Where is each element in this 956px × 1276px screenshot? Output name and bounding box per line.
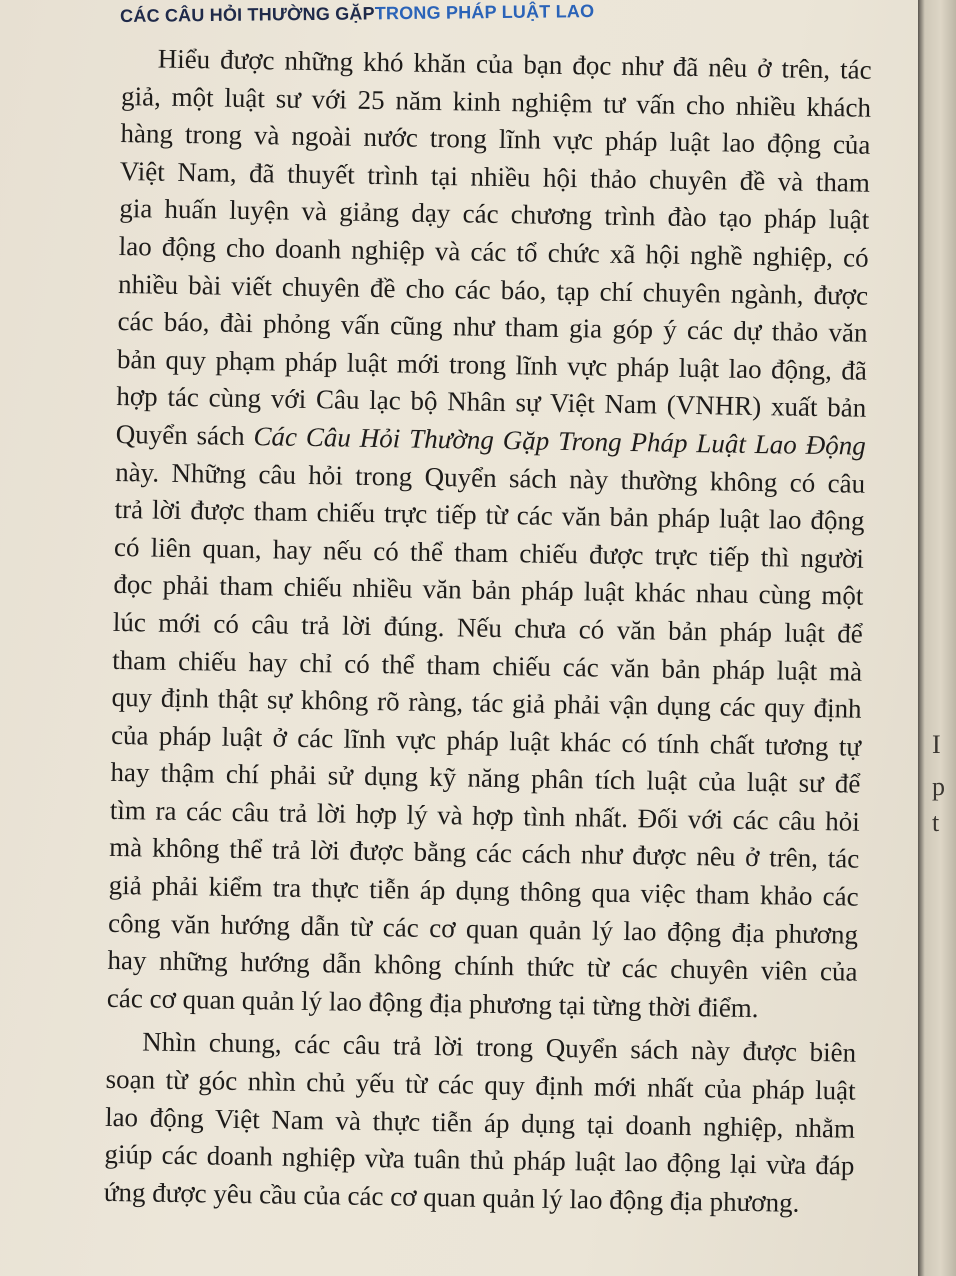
- text-line: giúp các doanh nghiệp vừa tuân thủ pháp luật lao động lại vừa đáp: [104, 1139, 855, 1181]
- text-line: hay thậm chí phải sử dụng kỹ năng phân tích luật của luật sư để: [110, 757, 861, 799]
- book-title: Các Câu Hỏi Thường Gặp Trong Pháp Luật Lao Động: [253, 421, 866, 461]
- text-line: lao động cho doanh nghiệp và các tổ chức xã hội nghề nghiệp, có: [118, 230, 869, 273]
- text-line: quy định thật sự không rõ ràng, tác giả phải vận dụng các quy định: [111, 682, 862, 724]
- next-page-edge: [918, 0, 956, 1276]
- text-line: này. Những câu hỏi trong Quyển sách này thường không có câu: [114, 456, 866, 499]
- text-line: tham chiếu hay chỉ có thể tham chiếu các văn bản pháp luật mà: [112, 644, 863, 687]
- text-line: có liên quan, hay nếu có thể tham chiếu được trực tiếp thì người: [113, 531, 865, 574]
- text-line: gia huấn luyện và giảng dạy các chương trình đào tạo pháp luật: [119, 193, 870, 236]
- text-line: trả lời được tham chiếu trực tiếp từ các văn bản pháp luật lao động: [114, 494, 865, 536]
- text-line: ứng được yêu cầu của các cơ quan quản lý lao động địa phương.: [103, 1176, 800, 1218]
- edge-glyph: p: [932, 772, 945, 801]
- header-part-2: TRONG PHÁP LUẬT LAO: [374, 1, 595, 24]
- body-text: [104, 40, 872, 1223]
- edge-glyph: t: [932, 808, 940, 837]
- text-line: tìm ra các câu trả lời hợp lý và hợp tình nhất. Đối với các câu hỏi: [109, 794, 861, 837]
- text-line: mà không thể trả lời được bằng các cách như được nêu ở trên, tác: [109, 832, 860, 875]
- text-line: lúc mới có câu trả lời đúng. Nếu chưa có văn bản pháp luật để: [112, 606, 864, 649]
- edge-glyph: I: [932, 730, 941, 759]
- text-line: giả, một luật sư với 25 năm kinh nghiệm tư vấn cho nhiều khách: [120, 80, 872, 123]
- text-line: lao động Việt Nam và thực tiễn áp dụng tại doanh nghiệp, nhằm: [104, 1101, 856, 1144]
- paragraph-2: [104, 1023, 857, 1223]
- text-line: hàng trong và ngoài nước trong lĩnh vực pháp luật lao động của: [120, 118, 871, 160]
- header-part-1: CÁC CÂU HỎI THƯỜNG GẶP: [120, 3, 375, 26]
- running-header: [120, 1, 594, 27]
- text-line: Việt Nam, đã thuyết trình tại nhiều hội thảo chuyên đề và tham: [119, 155, 871, 198]
- text-line: bản quy phạm pháp luật mới trong lĩnh vực pháp luật lao động, đã: [116, 343, 868, 386]
- text-line: giả phải kiểm tra thực tiễn áp dụng thông qua việc tham khảo các: [108, 869, 859, 912]
- text-line: hợp tác cùng với Câu lạc bộ Nhân sự Việt Nam (VNHR) xuất bản: [116, 381, 867, 424]
- text-line: đọc phải tham chiếu nhiều văn bản pháp luật khác nhau cùng một: [113, 569, 864, 612]
- text-line: của pháp luật ở các lĩnh vực pháp luật khác có tính chất tương tự: [110, 719, 862, 762]
- text-line: Nhìn chung, các câu trả lời trong Quyển sách này được biên: [142, 1026, 857, 1069]
- text-line: các báo, đài phỏng vấn cũng như tham gia góp ý các dự thảo văn: [117, 306, 868, 348]
- text-line: các cơ quan quản lý lao động địa phương tại từng thời điểm.: [106, 982, 759, 1023]
- text-line: Hiểu được những khó khăn của bạn đọc như đã nêu ở trên, tác: [157, 43, 872, 85]
- text-line: soạn từ góc nhìn chủ yếu từ các quy định mới nhất của pháp luật: [105, 1063, 856, 1106]
- text-line: nhiều bài viết chuyên đề cho các báo, tạp chí chuyên ngành, được: [117, 268, 869, 311]
- paragraph-1: [107, 40, 872, 1029]
- text-line: hay những hướng dẫn không chính thức từ các chuyên viên của: [107, 945, 858, 987]
- text-line: công văn hướng dẫn từ các cơ quan quản lý lao động địa phương: [107, 907, 859, 950]
- text-line-prefix: Quyển sách: [115, 418, 254, 452]
